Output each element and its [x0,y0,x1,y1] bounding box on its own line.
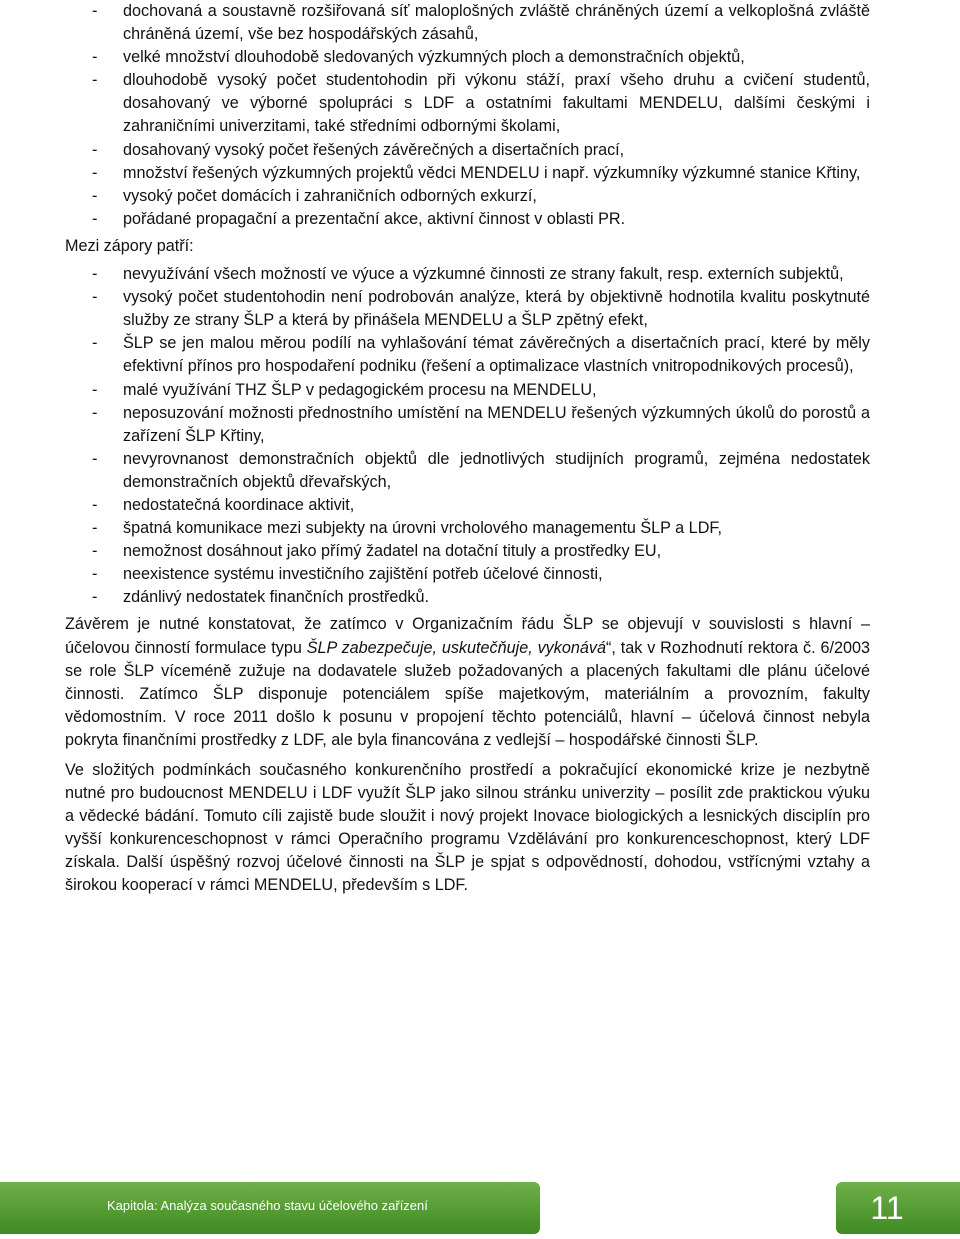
strengths-list [65,0,870,231]
list-item: - nemožnost dosáhnout jako přímý žadatel na dotační tituly a prostředky EU, [65,540,870,563]
closing-paragraph: Ve složitých podmínkách současného konkurenčního prostředí a pokračující ekonomické krize je nezbytně nutné pro budoucnost MENDELU i LDF využít ŠLP jako silnou stránku univerzity – posílit zde praktickou výuku a vědecké bádání. Tomuto cíli zajistě bude sloužit i nový projekt Inovace biologických a lesnických disciplín pro vyšší konkurenceschopnost v rámci Operačního programu Vzdělávání pro konkurenceschopnost, který LDF získala. Další úspěšný rozvoj účelové činnosti na ŠLP je spjat s odpovědností, dohodou, vstřícnými vztahy a širokou kooperací v rámci MENDELU, především s LDF. [65,761,870,895]
list-item: - neposuzování možnosti přednostního umístění na MENDELU řešených výzkumných úkolů do porostů a zařízení ŠLP Křtiny, [65,402,870,448]
conclusion-italic-phrase: ŠLP zabezpečuje, uskutečňuje, vykonává [306,638,606,657]
list-item: - malé využívání THZ ŠLP v pedagogickém procesu na MENDELU, [65,379,870,402]
list-item: - množství řešených výzkumných projektů vědci MENDELU i např. výzkumníky výzkumné stanice Křtiny, [65,162,870,185]
footer-chapter-label: Kapitola: Analýza současného stavu účelového zařízení [107,1198,428,1213]
list-item: - pořádané propagační a prezentační akce, aktivní činnost v oblasti PR. [65,208,870,231]
weaknesses-heading: Mezi zápory patří: [65,236,194,255]
list-item: - dochovaná a soustavně rozšiřovaná síť maloplošných zvláště chráněných území a velkoplošná zvláště chráněná území, vše bez hospodářských zásahů, [65,0,870,46]
list-item: - nevyrovnanost demonstračních objektů dle jednotlivých studijních programů, zejména nedostatek demonstračních objektů dřevařských, [65,448,870,494]
list-item: - nevyužívání všech možností ve výuce a výzkumné činnosti ze strany fakult, resp. externích subjektů, [65,263,870,286]
document-body [65,0,870,898]
list-item: - dlouhodobě vysoký počet studentohodin při výkonu stáží, praxí všeho druhu a cvičení studentů, dosahovaný ve výborné spolupráci s LDF a ostatními fakultami MENDELU, dalšími českými i zahraničními univerzitami, také středními odbornými školami, [65,69,870,138]
list-item: - ŠLP se jen malou měrou podílí na vyhlašování témat závěrečných a disertačních prací, které by měly efektivní přínos pro hospodaření podniku (řešení a optimalizace vlastních vnitropodnikových procesů), [65,332,870,378]
list-item: - vysoký počet domácích i zahraničních odborných exkurzí, [65,185,870,208]
page-number: 11 [870,1190,904,1226]
conclusion-paragraph [65,613,870,752]
conclusion-text-start: Závěrem je nutné konstatovat, že zatímco v Organizačním řádu ŠLP se objevují v souvislosti s hlavní – účelovou činností formulace typu [65,615,870,657]
list-item: - velké množství dlouhodobě sledovaných výzkumných ploch a demonstračních objektů, [65,46,870,69]
list-item: - zdánlivý nedostatek finančních prostředků. [65,586,870,609]
weaknesses-list [65,263,870,609]
list-item: - neexistence systému investičního zajištění potřeb účelové činnosti, [65,563,870,586]
list-item: - vysoký počet studentohodin není podrobován analýze, která by objektivně hodnotila kvalitu poskytnuté služby ze strany ŠLP a která by přinášela MENDELU a ŠLP zpětný efekt, [65,286,870,332]
list-item: - nedostatečná koordinace aktivit, [65,494,870,517]
conclusion-text-end: “, tak v Rozhodnutí rektora č. 6/2003 se role ŠLP víceméně zužuje na dodavatele služeb požadovaných a placených fakultami dle plánu účelové činnosti. Zatímco ŠLP disponuje potenciálem spíše majetkovým, materiálním a provozním, fakulty vědomostním. V roce 2011 došlo k posunu v propojení těchto potenciálů, hlavní – účelová činnost nebyla pokryta finančními prostředky z LDF, ale byla financována z vedlejší – hospodářské činnosti ŠLP. [65,638,871,749]
list-item: - špatná komunikace mezi subjekty na úrovni vrcholového managementu ŠLP a LDF, [65,517,870,540]
list-item: - dosahovaný vysoký počet řešených závěrečných a disertačních prací, [65,139,870,162]
